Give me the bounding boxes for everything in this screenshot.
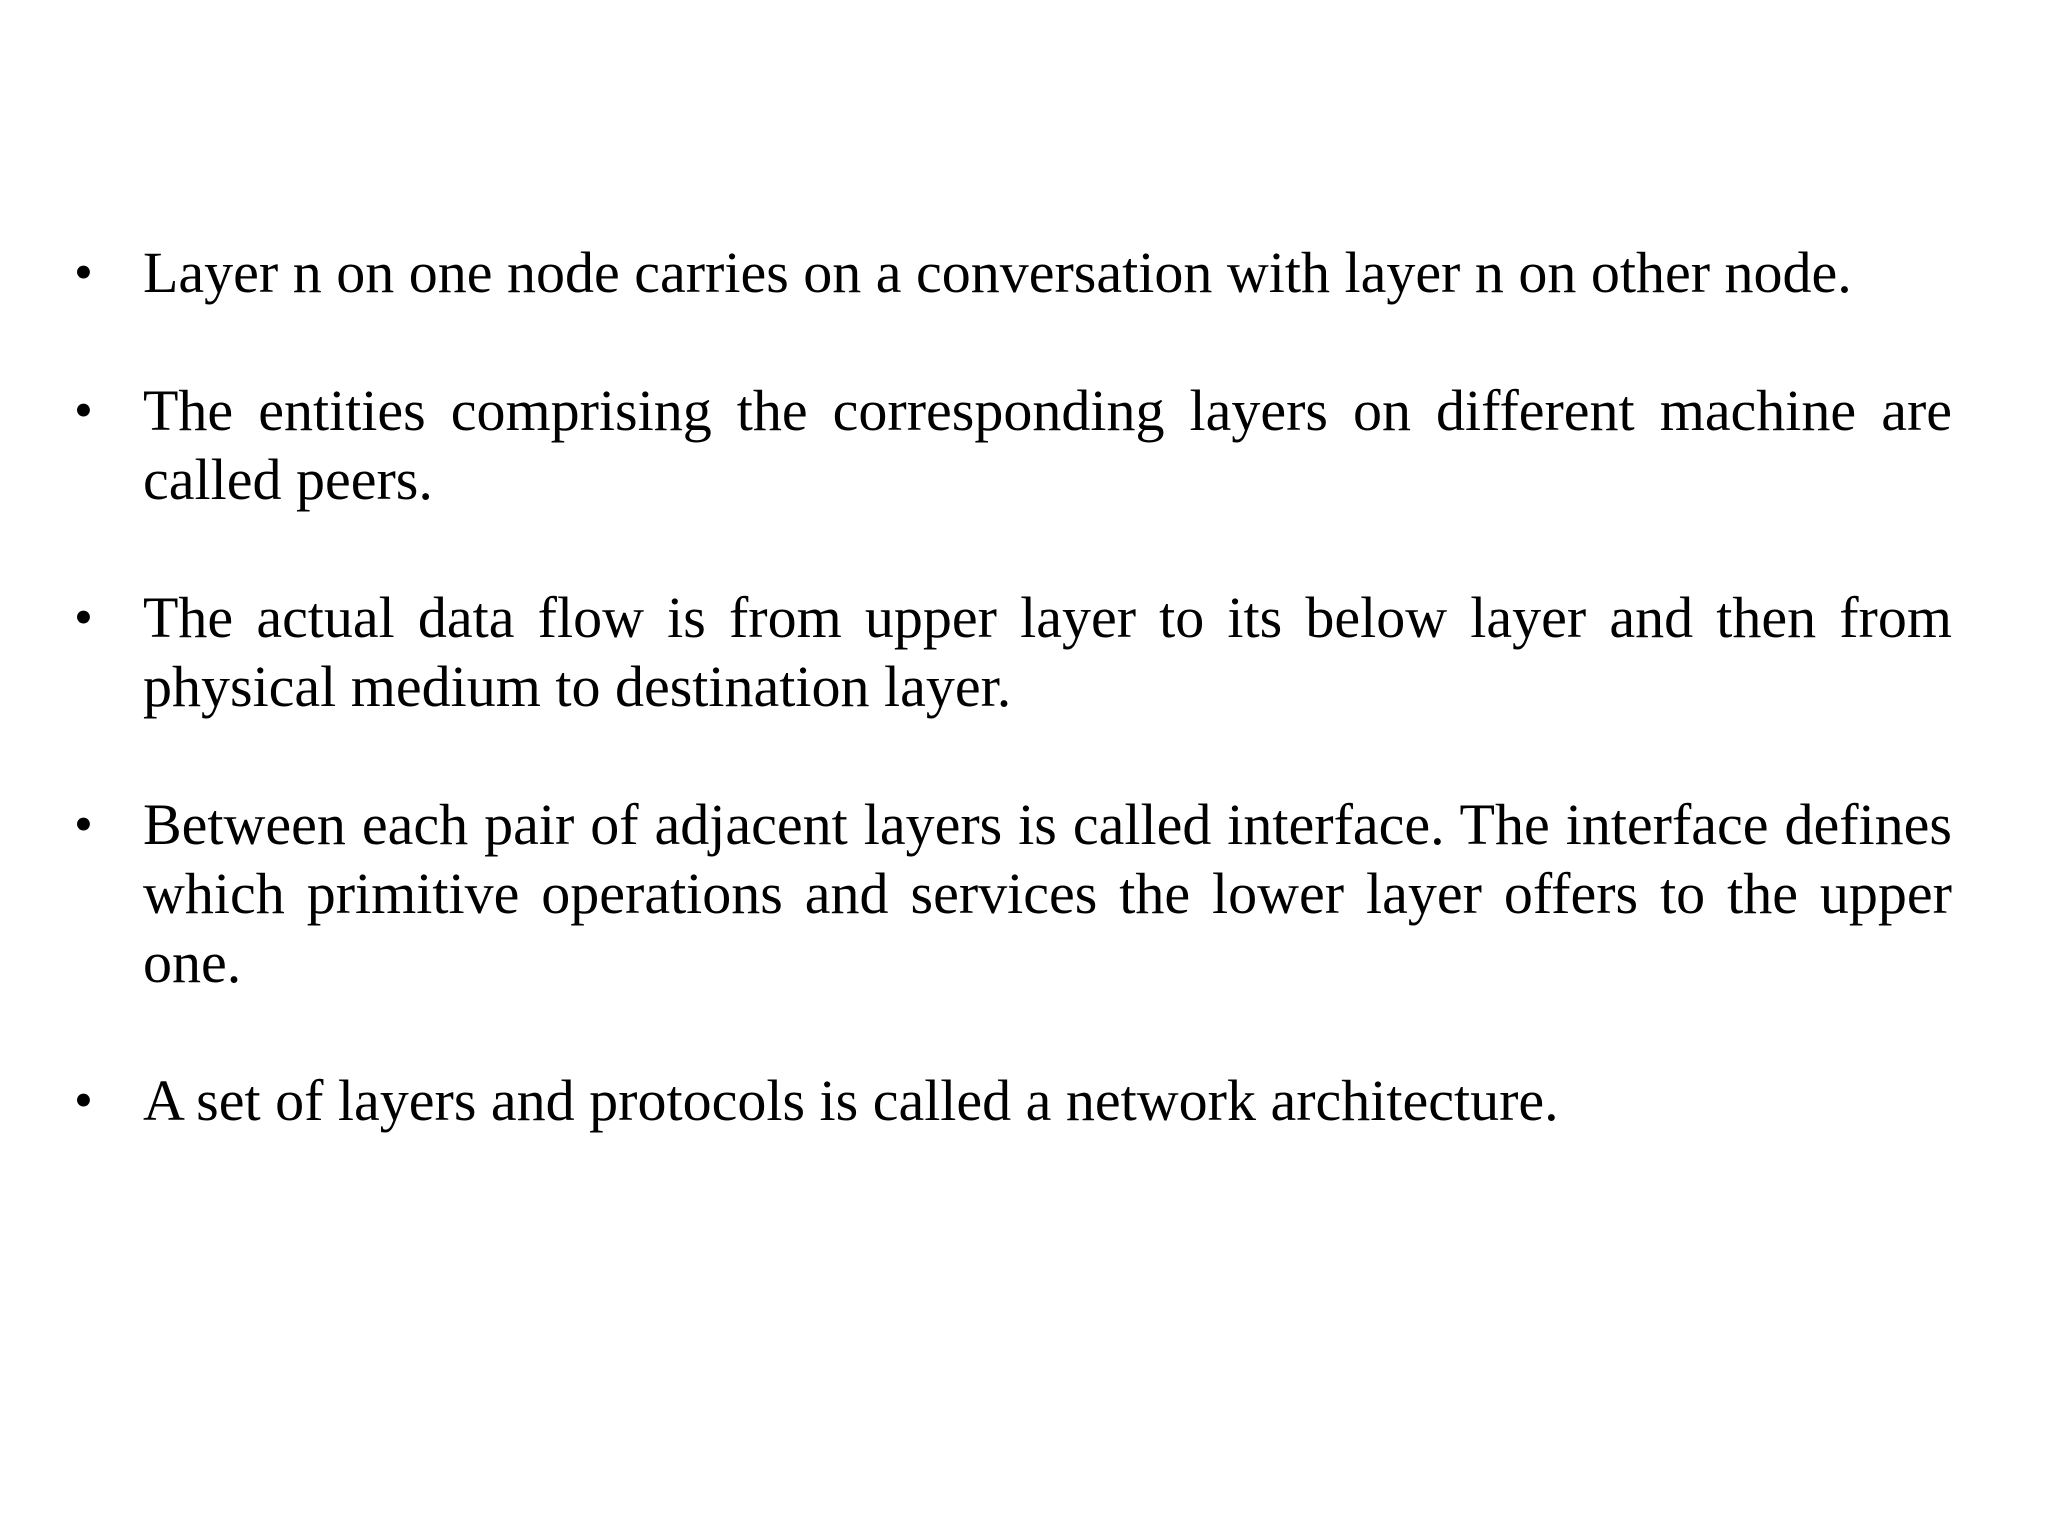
bullet-text: The actual data flow is from upper layer to its below layer and then from physical medium to destination layer. [143, 585, 1952, 719]
bullet-text: The entities comprising the corresponding layers on different machine are called peers. [143, 378, 1952, 512]
bullet-item [74, 238, 1952, 307]
bullet-icon: • [74, 794, 93, 854]
bullet-list [74, 238, 1952, 1135]
bullet-icon: • [74, 587, 93, 647]
bullet-item [74, 1066, 1952, 1135]
bullet-item [74, 583, 1952, 721]
bullet-text: Between each pair of adjacent layers is called interface. The interface defines which primitive operations and services the lower layer offers to the upper one. [143, 792, 1952, 995]
bullet-item [74, 790, 1952, 997]
bullet-icon: • [74, 242, 93, 302]
bullet-icon: • [74, 380, 93, 440]
bullet-item [74, 376, 1952, 514]
bullet-icon: • [74, 1070, 93, 1130]
bullet-text: Layer n on one node carries on a conversation with layer n on other node. [143, 240, 1852, 305]
bullet-text: A set of layers and protocols is called a network architecture. [143, 1068, 1559, 1133]
